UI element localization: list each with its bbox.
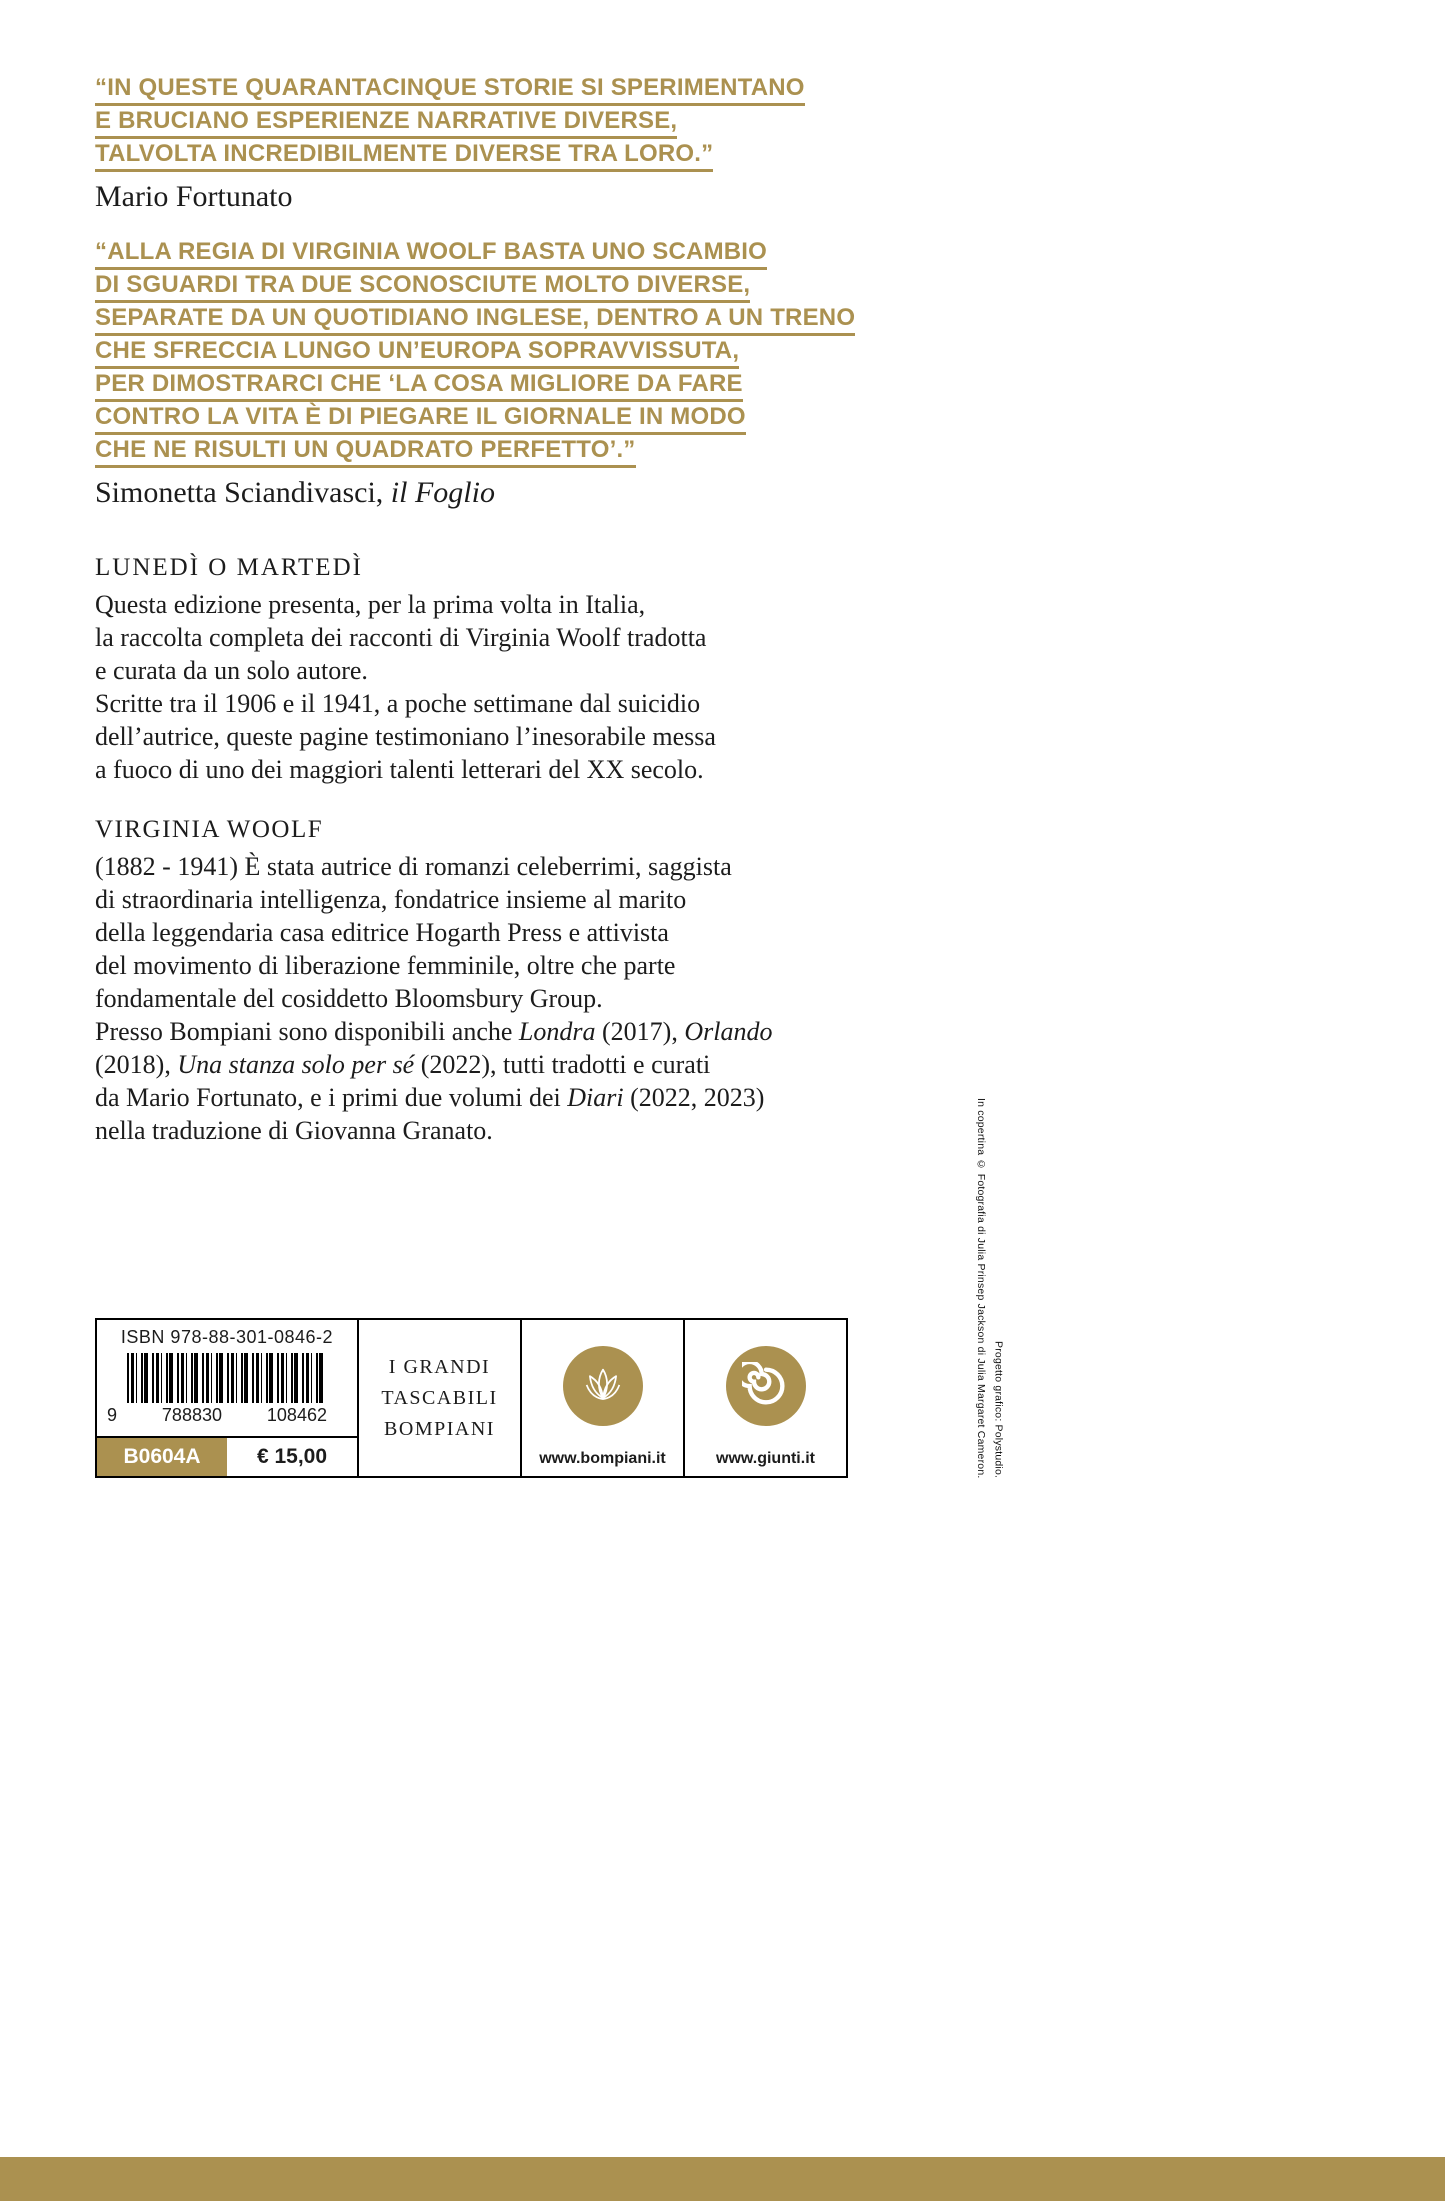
barcode-digits — [97, 1403, 357, 1426]
code-price-row — [97, 1436, 357, 1476]
synopsis-line: e curata da un solo autore. — [95, 656, 368, 685]
synopsis-title: LUNEDÌ O MARTEDÌ — [95, 554, 363, 581]
giunti-logo-icon — [726, 1346, 806, 1426]
quote-line: DI SGUARDI TRA DUE SCONOSCIUTE MOLTO DIVERSE, — [95, 273, 750, 303]
quote-line: “IN QUESTE QUARANTACINQUE STORIE SI SPERIMENTANO — [95, 76, 805, 106]
text-segment: (1882 - 1941) È stata autrice di romanzi celeberrimi, saggista — [95, 852, 732, 881]
text-segment: (2018), — [95, 1050, 178, 1079]
quote-attribution: Mario Fortunato — [95, 180, 293, 213]
design-credit: Progetto grafico: Polystudio. — [992, 1340, 1005, 1478]
quote-line: SEPARATE DA UN QUOTIDIANO INGLESE, DENTRO A UN TRENO — [95, 306, 855, 336]
text-segment: (2017), — [595, 1017, 685, 1046]
attribution-name: Simonetta Sciandivasci, — [95, 476, 391, 509]
text-segment: fondamentale del cosiddetto Bloomsbury Group. — [95, 984, 603, 1013]
quote-attribution — [95, 476, 1025, 510]
giunti-cell — [685, 1320, 846, 1476]
barcode-cell — [97, 1320, 359, 1476]
synopsis-line: la raccolta completa dei racconti di Virginia Woolf tradotta — [95, 623, 707, 652]
imprint-line: I GRANDI — [388, 1356, 491, 1378]
bio-line — [95, 1015, 1025, 1048]
book-title-italic: Diari — [567, 1083, 624, 1112]
quote-line: PER DIMOSTRARCI CHE ‘LA COSA MIGLIORE DA FARE — [95, 372, 743, 402]
bio-line — [95, 1081, 1025, 1114]
giunti-spiral-icon — [742, 1362, 790, 1410]
footer-box — [95, 1318, 848, 1478]
quote-line: TALVOLTA INCREDIBILMENTE DIVERSE TRA LORO.” — [95, 142, 713, 172]
barcode — [127, 1353, 327, 1403]
bio-line — [95, 949, 1025, 982]
bio-line — [95, 850, 1025, 883]
giunti-url: www.giunti.it — [716, 1450, 815, 1467]
isbn-label: ISBN 978-88-301-0846-2 — [120, 1327, 334, 1347]
author-bio — [95, 850, 1025, 1147]
text-segment: nella traduzione di Giovanna Granato. — [95, 1116, 493, 1145]
synopsis-line: Questa edizione presenta, per la prima volta in Italia, — [95, 590, 646, 619]
text-segment: Presso Bompiani sono disponibili anche — [95, 1017, 519, 1046]
quote-line: CHE NE RISULTI UN QUADRATO PERFETTO’.” — [95, 438, 636, 468]
main-text-column — [95, 76, 1025, 1147]
book-title-italic: Orlando — [684, 1017, 773, 1046]
imprint-name — [359, 1320, 520, 1445]
ean-group-2: 108462 — [266, 1405, 327, 1425]
quote-line: CHE SFRECCIA LUNGO UN’EUROPA SOPRAVVISSUTA, — [95, 339, 739, 369]
price: € 15,00 — [256, 1445, 328, 1468]
bio-line — [95, 1048, 1025, 1081]
imprint-line: BOMPIANI — [384, 1418, 495, 1440]
synopsis-paragraph — [95, 588, 1025, 786]
bio-line — [95, 1114, 1025, 1147]
attribution-source: il Foglio — [390, 476, 495, 509]
text-segment: della leggendaria casa editrice Hogarth Press e attivista — [95, 918, 669, 947]
bio-line — [95, 916, 1025, 949]
text-segment: del movimento di liberazione femminile, oltre che parte — [95, 951, 676, 980]
ean-group-1: 788830 — [161, 1405, 222, 1425]
photo-credit: In copertina © Fotografia di Julia Prinsep Jackson di Julia Margaret Cameron. — [975, 1097, 988, 1478]
book-title-italic: Una stanza solo per sé — [177, 1050, 415, 1079]
bottom-band — [0, 2157, 1445, 2201]
bio-line — [95, 982, 1025, 1015]
quote-line: E BRUCIANO ESPERIENZE NARRATIVE DIVERSE, — [95, 109, 677, 139]
bompiani-flower-icon — [579, 1362, 627, 1410]
press-quote-1 — [95, 76, 1025, 172]
ean-digit-left: 9 — [107, 1405, 118, 1425]
quote-line: CONTRO LA VITA È DI PIEGARE IL GIORNALE IN MODO — [95, 405, 746, 435]
imprint-cell — [359, 1320, 522, 1476]
press-quote-2 — [95, 240, 1025, 468]
text-segment: (2022), tutti tradotti e curati — [414, 1050, 711, 1079]
text-segment: (2022, 2023) — [623, 1083, 765, 1112]
bompiani-url: www.bompiani.it — [539, 1450, 666, 1467]
cover-credits — [973, 1090, 1005, 1478]
imprint-line: TASCABILI — [381, 1387, 498, 1409]
text-segment: da Mario Fortunato, e i primi due volumi dei — [95, 1083, 568, 1112]
quote-line: “ALLA REGIA DI VIRGINIA WOOLF BASTA UNO SCAMBIO — [95, 240, 767, 270]
bompiani-logo-icon — [563, 1346, 643, 1426]
bompiani-cell — [522, 1320, 685, 1476]
book-title-italic: Londra — [518, 1017, 596, 1046]
synopsis-line: dell’autrice, queste pagine testimoniano l’inesorabile messa — [95, 722, 716, 751]
author-heading: VIRGINIA WOOLF — [95, 816, 324, 843]
text-segment: di straordinaria intelligenza, fondatrice insieme al marito — [95, 885, 687, 914]
bio-line — [95, 883, 1025, 916]
synopsis-line: a fuoco di uno dei maggiori talenti letterari del XX secolo. — [95, 755, 704, 784]
synopsis-line: Scritte tra il 1906 e il 1941, a poche settimane dal suicidio — [95, 689, 701, 718]
edition-code: B0604A — [97, 1438, 227, 1476]
